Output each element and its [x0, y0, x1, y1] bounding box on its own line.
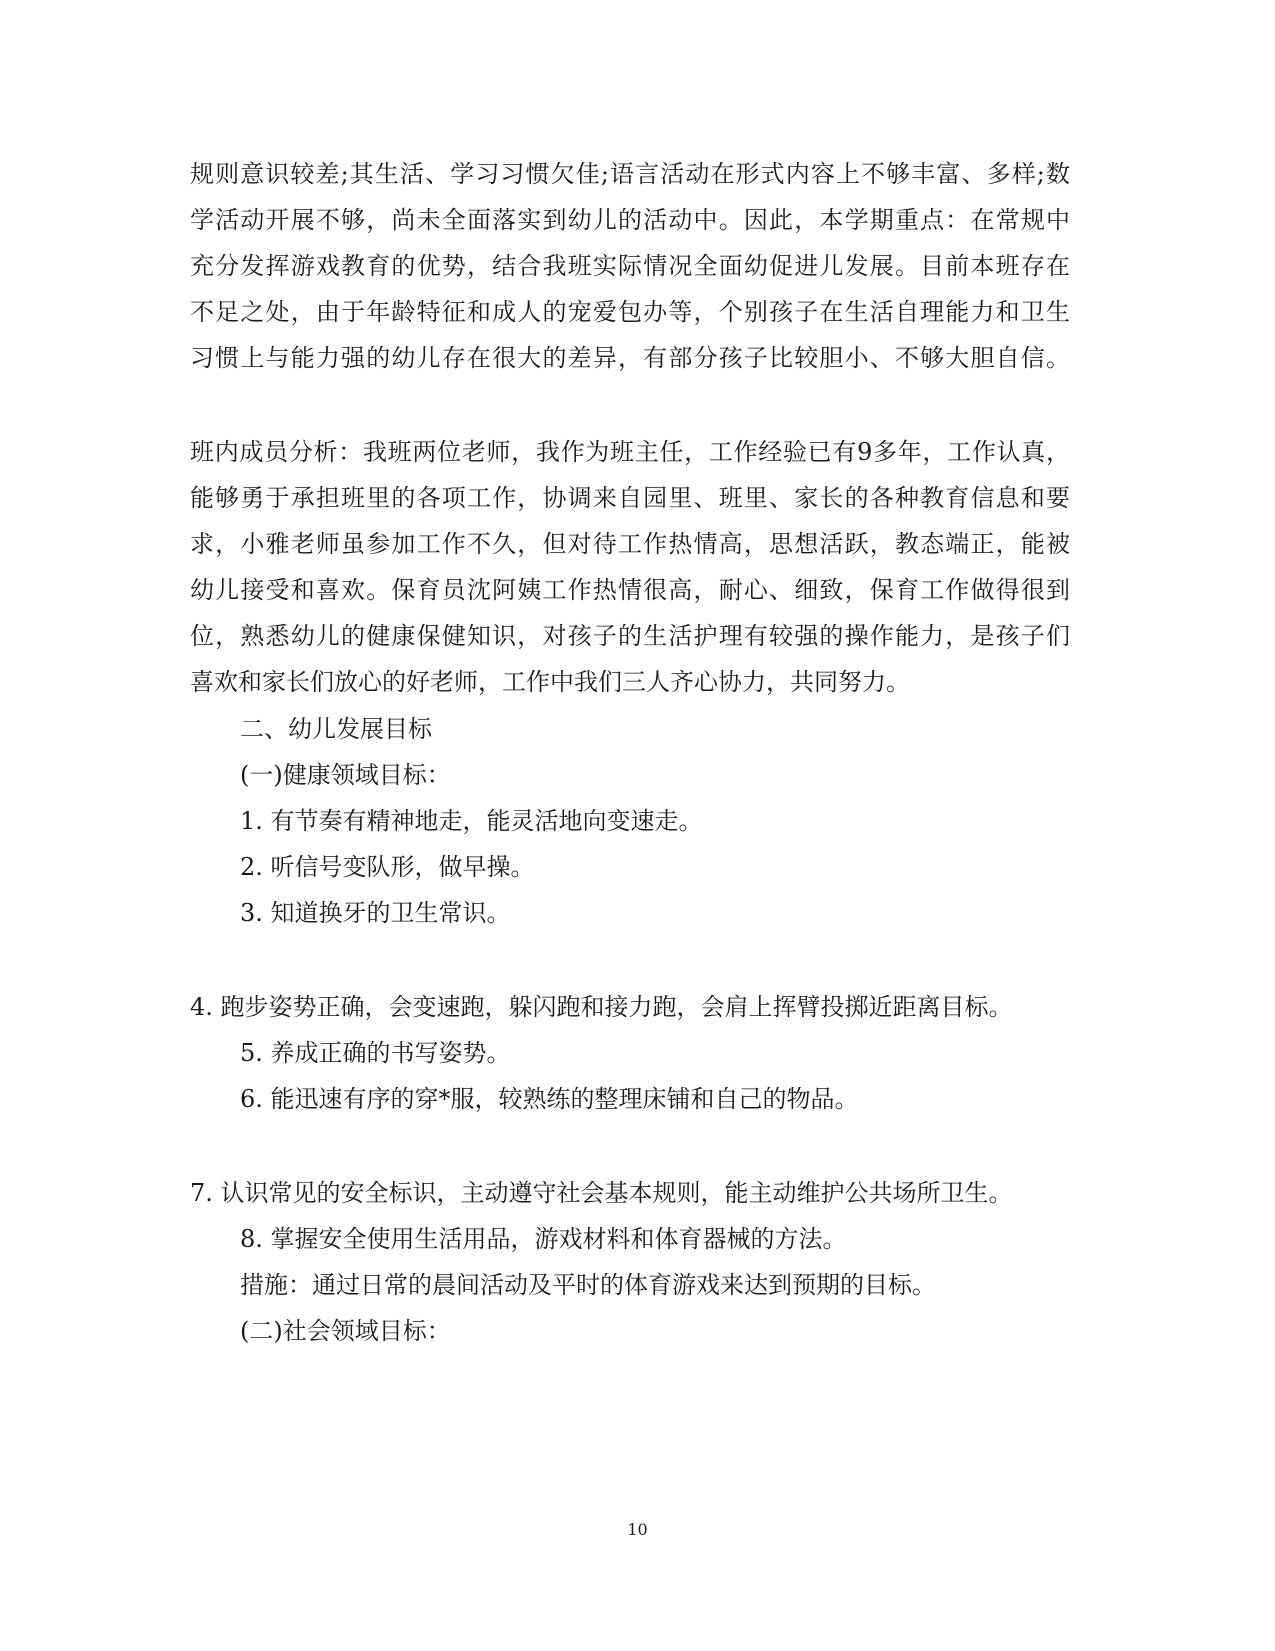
- paragraph-line: 充分发挥游戏教育的优势，结合我班实际情况全面幼促进儿发展。目前本班存在: [190, 252, 1070, 280]
- paragraph-line: 不足之处，由于年龄特征和成人的宠爱包办等，个别孩子在生活自理能力和卫生: [190, 298, 1070, 326]
- paragraph-line: 班内成员分析：我班两位老师，我作为班主任，工作经验已有9多年，工作认真，: [190, 438, 1070, 466]
- list-item: 7. 认识常见的安全标识，主动遵守社会基本规则，能主动维护公共场所卫生。: [190, 1179, 1013, 1207]
- section-heading: 二、幼儿发展目标: [240, 715, 432, 743]
- list-item: 2. 听信号变队形，做早操。: [240, 853, 535, 881]
- paragraph-line: 学活动开展不够，尚未全面落实到幼儿的活动中。因此，本学期重点：在常规中: [190, 206, 1070, 234]
- subsection-heading: (一)健康领域目标：: [240, 761, 451, 789]
- page-number: 10: [627, 1520, 648, 1539]
- list-item: 6. 能迅速有序的穿*服，较熟练的整理床铺和自己的物品。: [240, 1085, 859, 1113]
- list-item: 3. 知道换牙的卫生常识。: [240, 899, 511, 927]
- list-item: 8. 掌握安全使用生活用品，游戏材料和体育器械的方法。: [240, 1225, 847, 1253]
- paragraph-line: 习惯上与能力强的幼儿存在很大的差异，有部分孩子比较胆小、不够大胆自信。: [190, 344, 1070, 372]
- paragraph-line: 幼儿接受和喜欢。保育员沈阿姨工作热情很高，耐心、细致，保育工作做得很到: [190, 576, 1070, 604]
- list-item: 5. 养成正确的书写姿势。: [240, 1039, 511, 1067]
- paragraph-line: 能够勇于承担班里的各项工作，协调来自园里、班里、家长的各种教育信息和要: [190, 484, 1070, 512]
- paragraph-line: 喜欢和家长们放心的好老师，工作中我们三人齐心协力，共同努力。: [190, 668, 910, 696]
- list-item: 1. 有节奏有精神地走，能灵活地向变速走。: [240, 807, 703, 835]
- paragraph-line: 位，熟悉幼儿的健康保健知识，对孩子的生活护理有较强的操作能力，是孩子们: [190, 622, 1070, 650]
- list-item: 4. 跑步姿势正确，会变速跑，躲闪跑和接力跑，会肩上挥臂投掷近距离目标。: [190, 993, 1013, 1021]
- measures-text: 措施：通过日常的晨间活动及平时的体育游戏来达到预期的目标。: [240, 1271, 936, 1299]
- paragraph-line: 求，小雅老师虽参加工作不久，但对待工作热情高，思想活跃，教态端正，能被: [190, 530, 1070, 558]
- paragraph-line: 规则意识较差;其生活、学习习惯欠佳;语言活动在形式内容上不够丰富、多样;数: [190, 160, 1070, 188]
- subsection-heading: (二)社会领域目标：: [240, 1317, 451, 1345]
